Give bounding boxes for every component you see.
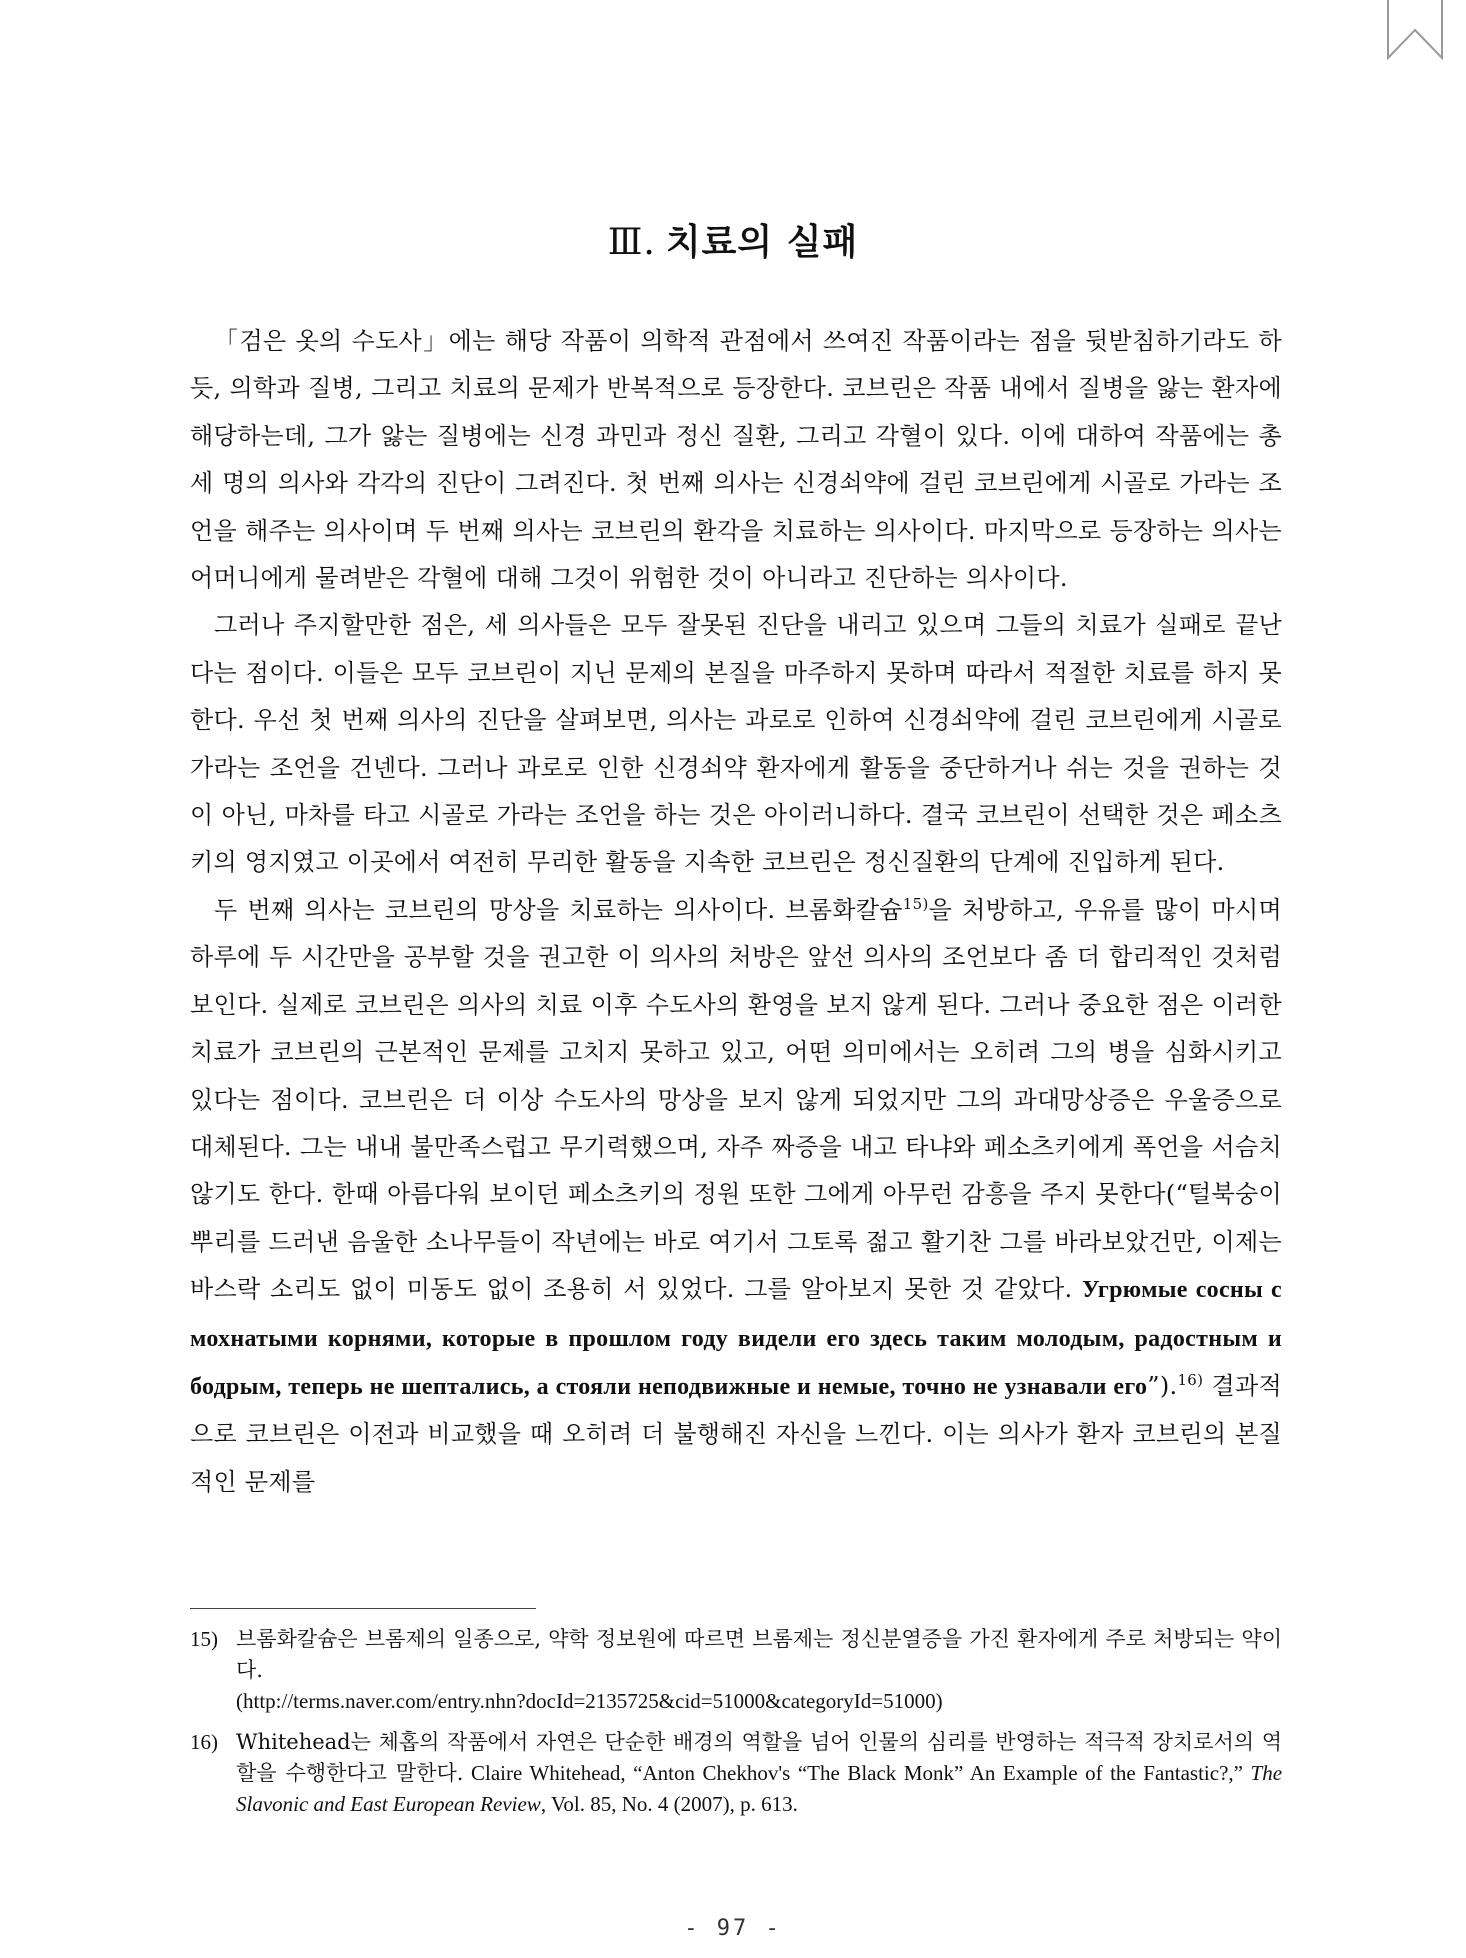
paragraph-3-part-a: 두 번째 의사는 코브린의 망상을 치료하는 의사이다. 브롬화칼슘 — [214, 895, 903, 924]
section-title-text: 치료의 실패 — [665, 222, 859, 263]
body-text — [190, 318, 1282, 1506]
footnote-ref-15[interactable]: 15) — [902, 894, 929, 913]
footnote-url[interactable]: (http://terms.naver.com/entry.nhn?docId=2135725&cid=51000&categoryId=51000) — [236, 1689, 943, 1713]
footnote-citation: Claire Whitehead, “Anton Chekhov's “The Black Monk” An Example of the Fantastic?,” — [463, 1761, 1251, 1785]
footnotes — [190, 1624, 1282, 1830]
footnote-citation-end: , Vol. 85, No. 4 (2007), p. 613. — [540, 1792, 798, 1816]
paragraph-3 — [190, 887, 1282, 1506]
russian-quote: Угрюмые сосны с мохнатыми корнями, которые в прошлом году видели его здесь таким молодым, радостным и бодрым, теперь не шептались, а стояли неподвижные и немые, точно не узнавали его — [190, 1277, 1282, 1400]
footnote-text: Whitehead는 체홉의 작품에서 자연은 단순한 배경의 역할을 넘어 인물의 심리를 반영하는 적극적 장치로서의 역할을 수행한다고 말한다. — [236, 1730, 1282, 1785]
paragraph-2: 그러나 주지할만한 점은, 세 의사들은 모두 잘못된 진단을 내리고 있으며 그들의 치료가 실패로 끝난다는 점이다. 이들은 모두 코브린이 지닌 문제의 본질을 마주하지 못하며 따라서 적절한 치료를 하지 못한다. 우선 첫 번째 의사의 진단을 살펴보면, 의사는 과로로 인하여 신경쇠약에 걸린 코브린에게 시골로 가라는 조언을 건넨다. 그러나 과로로 인한 신경쇠약 환자에게 활동을 중단하거나 쉬는 것을 권하는 것이 아닌, 마차를 타고 시골로 가라는 조언을 하는 것은 아이러니하다. 결국 코브린이 선택한 것은 페소츠키의 영지였고 이곳에서 여전히 무리한 활동을 지속한 코브린은 정신질환의 단계에 진입하게 된다. — [190, 611, 1282, 877]
paragraph-3-part-d: 결과적으로 코브린은 이전과 비교했을 때 오히려 더 불행해진 자신을 느낀다. 이는 의사가 환자 코브린의 본질적인 문제를 — [190, 1371, 1282, 1496]
section-number: Ⅲ. — [607, 222, 656, 263]
footnote-16 — [190, 1727, 1282, 1820]
page-number: - 97 - — [684, 1916, 782, 1941]
footnote-mark: 15) — [190, 1627, 218, 1651]
footnote-ref-16[interactable]: 16) — [1177, 1370, 1204, 1389]
bookmark-icon[interactable] — [1386, 0, 1444, 60]
paragraph-1: 「검은 옷의 수도사」에는 해당 작품이 의학적 관점에서 쓰여진 작품이라는 점을 뒷받침하기라도 하듯, 의학과 질병, 그리고 치료의 문제가 반복적으로 등장한다. 코브린은 작품 내에서 질병을 앓는 환자에 해당하는데, 그가 앓는 질병에는 신경 과민과 정신 질환, 그리고 각혈이 있다. 이에 대하여 작품에는 총 세 명의 의사와 각각의 진단이 그려진다. 첫 번째 의사는 신경쇠약에 걸린 코브린에게 시골로 가라는 조언을 해주는 의사이며 두 번째 의사는 코브린의 환각을 치료하는 의사이다. 마지막으로 등장하는 의사는 어머니에게 물려받은 각혈에 대해 그것이 위험한 것이 아니라고 진단하는 의사이다. — [190, 327, 1282, 593]
footnote-text: 브롬화칼슘은 브롬제의 일종으로, 약학 정보원에 따르면 브롬제는 정신분열증을 가진 환자에게 주로 처방되는 약이다. — [236, 1627, 1282, 1682]
footnote-15 — [190, 1624, 1282, 1717]
footnote-divider — [190, 1608, 536, 1609]
section-title — [0, 214, 1466, 265]
footnote-mark: 16) — [190, 1730, 218, 1754]
paragraph-3-part-c: ”). — [1147, 1371, 1178, 1400]
footnote-journal: The Slavonic and East European Review — [236, 1761, 1283, 1816]
paragraph-3-part-b: 을 처방하고, 우유를 많이 마시며 하루에 두 시간만을 공부할 것을 권고한 이 의사의 처방은 앞선 의사의 조언보다 좀 더 합리적인 것처럼 보인다. 실제로 코브린은 의사의 치료 이후 수도사의 환영을 보지 않게 된다. 그러나 중요한 점은 이러한 치료가 코브린의 근본적인 문제를 고치지 못하고 있고, 어떤 의미에서는 오히려 그의 병을 심화시키고 있다는 점이다. 코브린은 더 이상 수도사의 망상을 보지 않게 되었지만 그의 과대망상증은 우울증으로 대체된다. 그는 내내 불만족스럽고 무기력했으며, 자주 짜증을 내고 타냐와 페소츠키에게 폭언을 서슴치 않기도 한다. 한때 아름다워 보이던 페소츠키의 정원 또한 그에게 아무런 감흥을 주지 못한다(“털북숭이 뿌리를 드러낸 음울한 소나무들이 작년에는 바로 여기서 그토록 젊고 활기찬 그를 바라보았건만, 이제는 바스락 소리도 없이 미동도 없이 조용히 서 있었다. 그를 알아보지 못한 것 같았다. — [190, 895, 1282, 1304]
